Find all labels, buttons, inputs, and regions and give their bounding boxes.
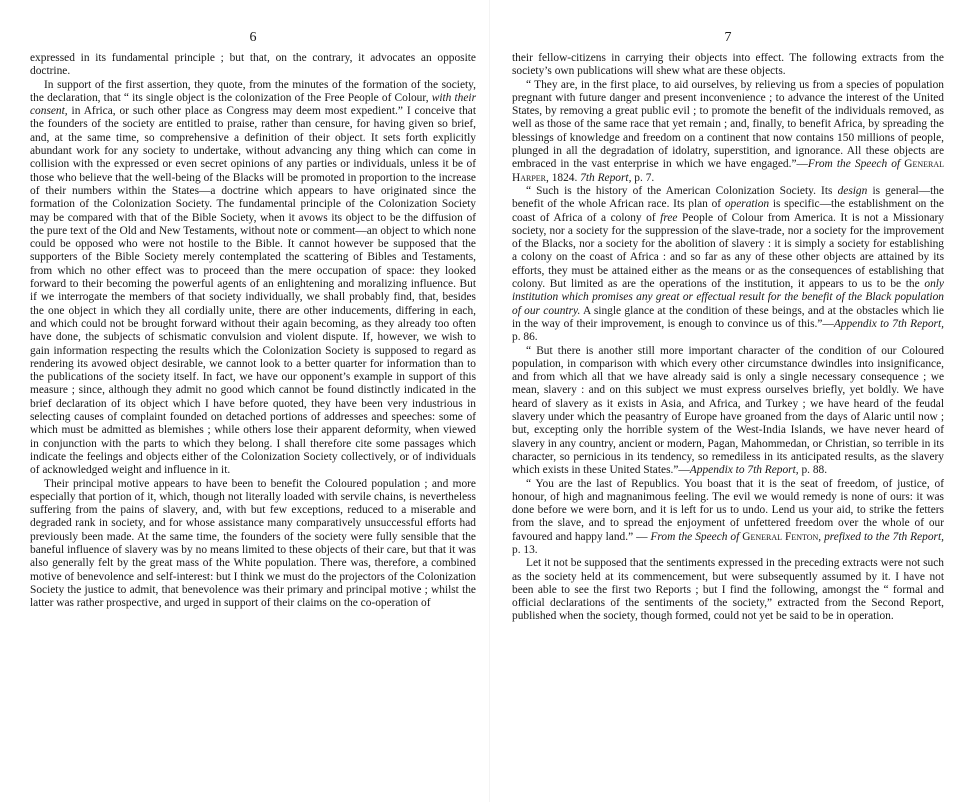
italic-run: prefixed to the 7th Report, [824,530,945,543]
italic-run: with their consent, [30,91,477,118]
text-run: In support of the first assertion, they quote, from the minutes of the formation of the society, the declaration, that “ its single object is the colonization of the Free People of Colour, [30,78,476,104]
text-run: Their principal motive appears to have been to benefit the Coloured population ; and more especially that portion of it, which, though not literally loaded with servile chains, is nevertheless suffering from the pains of slavery, and, with but few exceptions, reduced to a miserable and degraded rank in society, and for whose assistance many comparatively unsuccessful efforts had previously been made. At the same time, the founders of the society were fully sensible that the baneful influence of slavery was by no means limited to these objects of their care, but that it was also generally felt by the great mass of the White population. There was, therefore, a combined motive of benevolence and self-interest: but I think we must do the projectors of the Colonization Society the justice to admit, that benevolence was their primary and principal motive ; whilst the latter was rather prospective, and urged in support of their claims on the co-operation of [30,477,476,610]
paragraph [512,345,944,478]
text-run: p. 88. [798,464,828,477]
text-run: their fellow-citizens in carrying their objects into effect. The following extracts from the society’s own publications will shew what are these objects. [512,52,944,78]
paragraph [30,52,476,79]
text-run: expressed in its fundamental principle ; but that, on the contrary, it advocates an opposite doctrine. [30,52,476,78]
italic-run: Appendix to 7th Report, [689,464,799,477]
italic-run: 7th Report, [580,171,632,184]
paragraph [512,52,944,79]
text-run: , [818,530,825,543]
paragraph [30,79,476,478]
text-run: “ Such is the history of the American Colonization Society. Its [526,184,838,197]
page-number: 6 [249,30,257,45]
page-body [30,52,476,610]
page-number: 7 [724,30,732,45]
text-run: , 1824. [546,171,581,184]
text-run: p. 13. [512,543,538,556]
text-run: “ They are, in the first place, to aid ourselves, by relieving us from a species of population pregnant with future danger and present inconvenience ; to advance the interest of the United States, by removing a great public evil ; to promote the benefit of the individuals removed, as well as those of the same race that yet remain ; and, finally, to benefit Africa, by spreading the blessings of knowledge and freedom on a continent that now contains 150 millions of people, plunged in all the degradation of idolatry, superstition, and ignorance. All these objects are embraced in the vast enterprise in which we have engaged.”— [512,78,944,171]
smallcaps-run: General Harper [512,158,944,184]
paragraph [512,79,944,185]
italic-run: operation [724,198,770,211]
italic-run: only institution which promises any great or effectual result for the benefit of the Black population of our country. [512,278,944,317]
text-run: p. 86. [512,331,538,344]
text-run: p. 7. [631,171,655,184]
text-run: “ You are the last of Republics. You boast that it is the seat of freedom, of justice, of honour, of high and magnanimous feeling. The evil we would remedy is none of ours: it was done before we were born, and it is left for us to undo. Lend us your aid, to strike the fetters from the slave, and to spread the enjoyment of unfettered freedom over the whole of our favoured and happy land.” — [512,477,944,543]
text-run: is general—the benefit of the whole African race. Its plan of [512,184,944,211]
text-run: in Africa, or such other place as Congress may deem most expedient.” I conceive that the founders of the society are entitled to praise, rather than censure, for having given so brief, and, at the same time, so comprehensive a definition of their object. It sets forth explicitly abundant work for any society to undertake, without advancing any thing which can come in collision with the expressed or even secret opinions of any parties or individuals, unless it be of those who believe that the well-being of the Blacks will be promoted in proportion to the increase of their numbers within the States—a doctrine which appears to have originated since the formation of the Colonization Society. The fundamental principle of the Colonization Society may be compared with that of the Bible Society, when it avows its object to be the diffusion of the pure text of the Old and New Testaments, without note or comment—an object to which none could be opposed who were not hostile to the Bible. It cannot however be supposed that the supporters of the Bible Society merely contemplated the scattering of Bibles and Testaments, from which no other effect was to proceed than the mere occupation of space: they looked forward to their becoming the powerful agents of an enlightening and moralizing influence. But if we interrogate the members of that society individually, we shall probably find, that, besides the one object in which they all cordially unite, there are other inducements, differing in each, and which could not be brought forward without their again becoming, as they already too often have done, the subjects of schismatic convulsion and violent dispute. If, however, we wish to gain information respecting the results which the Colonization Society is supposed to regard as rendering its avowed object desirable, we cannot look to a better quarter for information than to the publications of the society itself. In fact, we have our opponent’s example in support of this measure ; since, although they admit no good which cannot be found distinctly indicated in the brief declaration of its object which I have before quoted, they have been very industrious in selecting causes of complaint founded on detached portions of addresses and speeches: some of which must be admitted as blemishes ; while others lose their apparent deformity, when viewed in conjunction with the parts to which they belong. I shall therefore cite some passages which indicate the feelings and objects either of the Colonization Society collectively, or of individuals of acknowledged weight and influence in it. [30,105,476,477]
text-run: A single glance at the condition of these beings, and at the obstacles which lie in the way of their improvement, is enough to convince us of this.”— [512,304,944,330]
italic-run: From the Speech of [807,158,901,171]
paragraph [512,478,944,558]
text-run: Let it not be supposed that the sentiments expressed in the preceding extracts were not such as the society held at its commencement, but were subsequently assumed by it. I have not been able to see the first two Reports ; but I find the following, amongst the “ formal and official declarations of the sentiments of the society,” extracted from the Second Report, published when the society, though formed, could not yet be said to be in operation. [512,557,944,623]
right-page [490,0,980,802]
text-run: “ But there is another still more important character of the condition of our Coloured population, in comparison with which every other circumstance dwindles into insignificance, and from which all that we have already said is only a single necessary consequence ; we mean, slavery : and on this subject we must express ourselves briefly, yet boldly. We have heard of slavery as it exists in Asia, and Africa, and Turkey ; we have heard of the feudal slavery under which the peasantry of Europe have groaned from the days of Alaric until now ; but, excepting only the horrible system of the West-India Islands, we have never heard of slavery in any country, ancient or modern, Pagan, Mahommedan, or Christian, so terrible in its character, so pernicious in its tendency, so remediless in its anticipated results, as the slavery which exists in these United States.”— [512,344,944,477]
text-run: is specific—the establishment on the coast of Africa of a colony of [512,198,944,224]
smallcaps-run: General Fenton [742,530,819,543]
paragraph [30,478,476,611]
text-run: People of Colour from America. It is not a Missionary society, nor a society for the suppression of the slave-trade, nor a society for the improvement of the Blacks, nor a society for the abolition of slavery : it is simply a society for establishing a colony on the coast of Africa : and so far as any of these other objects are attained by its efforts, they must be attained either as the means or as the consequences of establishing that colony. But limited as are the operations of the institution, it appears to us to be the [512,211,944,291]
italic-run: free [660,211,678,224]
italic-run: design [837,184,868,197]
paragraph [512,185,944,345]
italic-run: Appendix to 7th Report, [833,317,945,330]
page-body [512,52,944,624]
italic-run: From the Speech of [650,530,740,543]
paragraph [512,557,944,623]
